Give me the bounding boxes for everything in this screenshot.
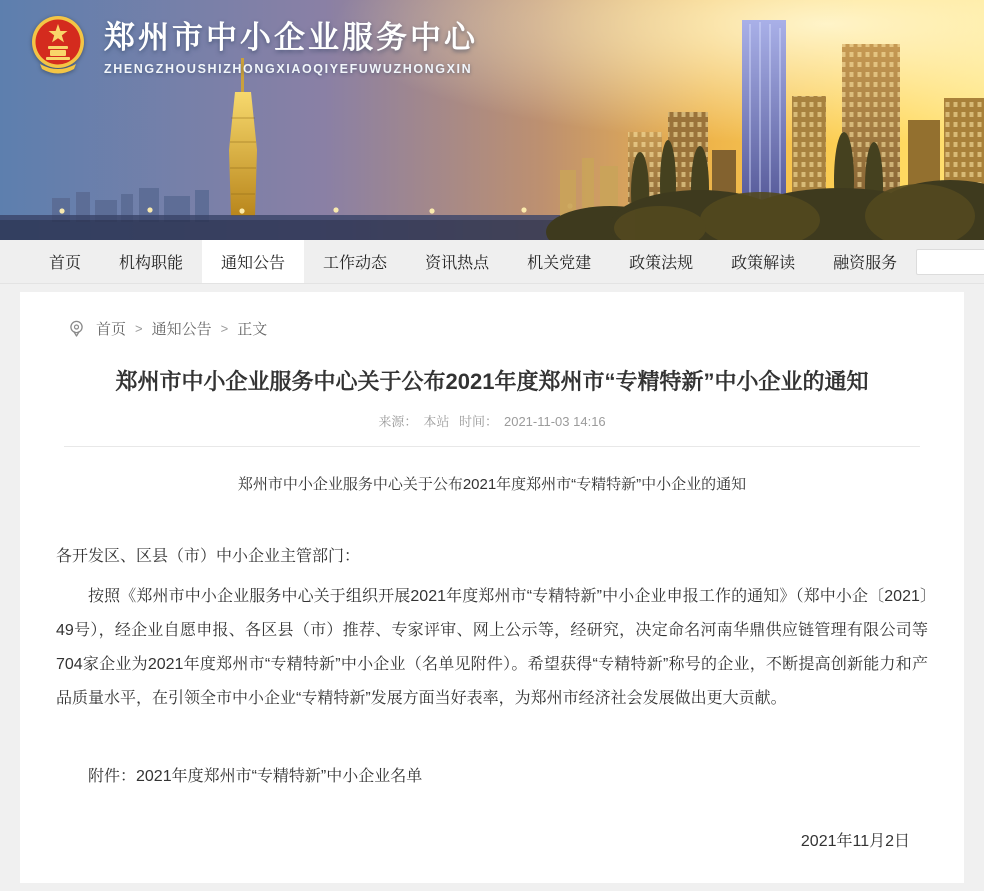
national-emblem-logo bbox=[26, 12, 90, 76]
article-meta bbox=[56, 411, 928, 430]
article-salutation: 各开发区、区县（市）中小企业主管部门： bbox=[56, 548, 361, 566]
nav-item-functions[interactable]: 机构职能 bbox=[119, 255, 184, 272]
nav-item-work-trends[interactable]: 工作动态 bbox=[323, 255, 388, 272]
breadcrumb-notices[interactable]: 通知公告 bbox=[151, 321, 212, 338]
content-card bbox=[20, 292, 964, 883]
meta-time-value: 2021-11-03 14:16 bbox=[503, 414, 606, 430]
article-body: 按照《郑州市中小企业服务中心关于组织开展2021年度郑州市“专精特新”中小企业申报工作的通知》（郑中小企〔2021〕49号），经企业自愿申报、各区县（市）推荐、专家评审、网上公示等，经研究，决定命名河南华鼎供应链管理有限公司等704家企业为2021年度郑州市“专精特新”中小企业（名单见附件）。希望获得“专精特新”称号的企业，不断提高创新能力和产品质量水平，在引领全市中小企业“专精特新”发展方面当好表率，为郑州市经济社会发展做出更大贡献。 bbox=[56, 588, 928, 708]
nav-item-financing-services[interactable]: 融资服务 bbox=[833, 255, 898, 272]
meta-source-value: 本站 bbox=[423, 414, 450, 430]
nav-item-hot-news[interactable]: 资讯热点 bbox=[425, 255, 490, 272]
site-title: 郑州市中小企业服务中心 bbox=[104, 20, 478, 55]
nav-item-party-building[interactable]: 机关党建 bbox=[527, 255, 592, 272]
location-pin-icon bbox=[68, 320, 85, 337]
meta-source-label: 来源： bbox=[378, 414, 418, 430]
nav-item-home[interactable]: 首页 bbox=[49, 255, 82, 272]
site-banner bbox=[0, 0, 984, 240]
nav-item-notices[interactable]: 通知公告 bbox=[202, 240, 304, 283]
article-date: 2021年11月2日 bbox=[800, 833, 910, 851]
site-subtitle-pinyin: ZHENGZHOUSHIZHONGXIAOQIYEFUWUZHONGXIN bbox=[104, 62, 473, 76]
main-nav bbox=[0, 240, 984, 284]
search-input[interactable] bbox=[916, 249, 984, 275]
article-title: 郑州市中小企业服务中心关于公布2021年度郑州市“专精特新”中小企业的通知 bbox=[115, 369, 869, 394]
breadcrumb-separator: > bbox=[220, 321, 229, 336]
meta-divider bbox=[64, 446, 920, 447]
brand-text bbox=[104, 12, 478, 76]
nav-item-policies-regulations[interactable]: 政策法规 bbox=[629, 255, 694, 272]
attachment-line: 附件：2021年度郑州市“专精特新”中小企业名单 bbox=[88, 768, 423, 786]
article-subtitle: 郑州市中小企业服务中心关于公布2021年度郑州市“专精特新”中小企业的通知 bbox=[237, 476, 747, 494]
search-box bbox=[916, 249, 984, 275]
nav-item-policy-interpretation[interactable]: 政策解读 bbox=[731, 255, 796, 272]
breadcrumb-home[interactable]: 首页 bbox=[96, 321, 127, 338]
meta-time-label: 时间： bbox=[458, 414, 498, 430]
site-brand bbox=[26, 12, 478, 76]
breadcrumb-separator: > bbox=[135, 321, 143, 336]
breadcrumb bbox=[68, 318, 928, 339]
breadcrumb-current: 正文 bbox=[237, 321, 268, 338]
